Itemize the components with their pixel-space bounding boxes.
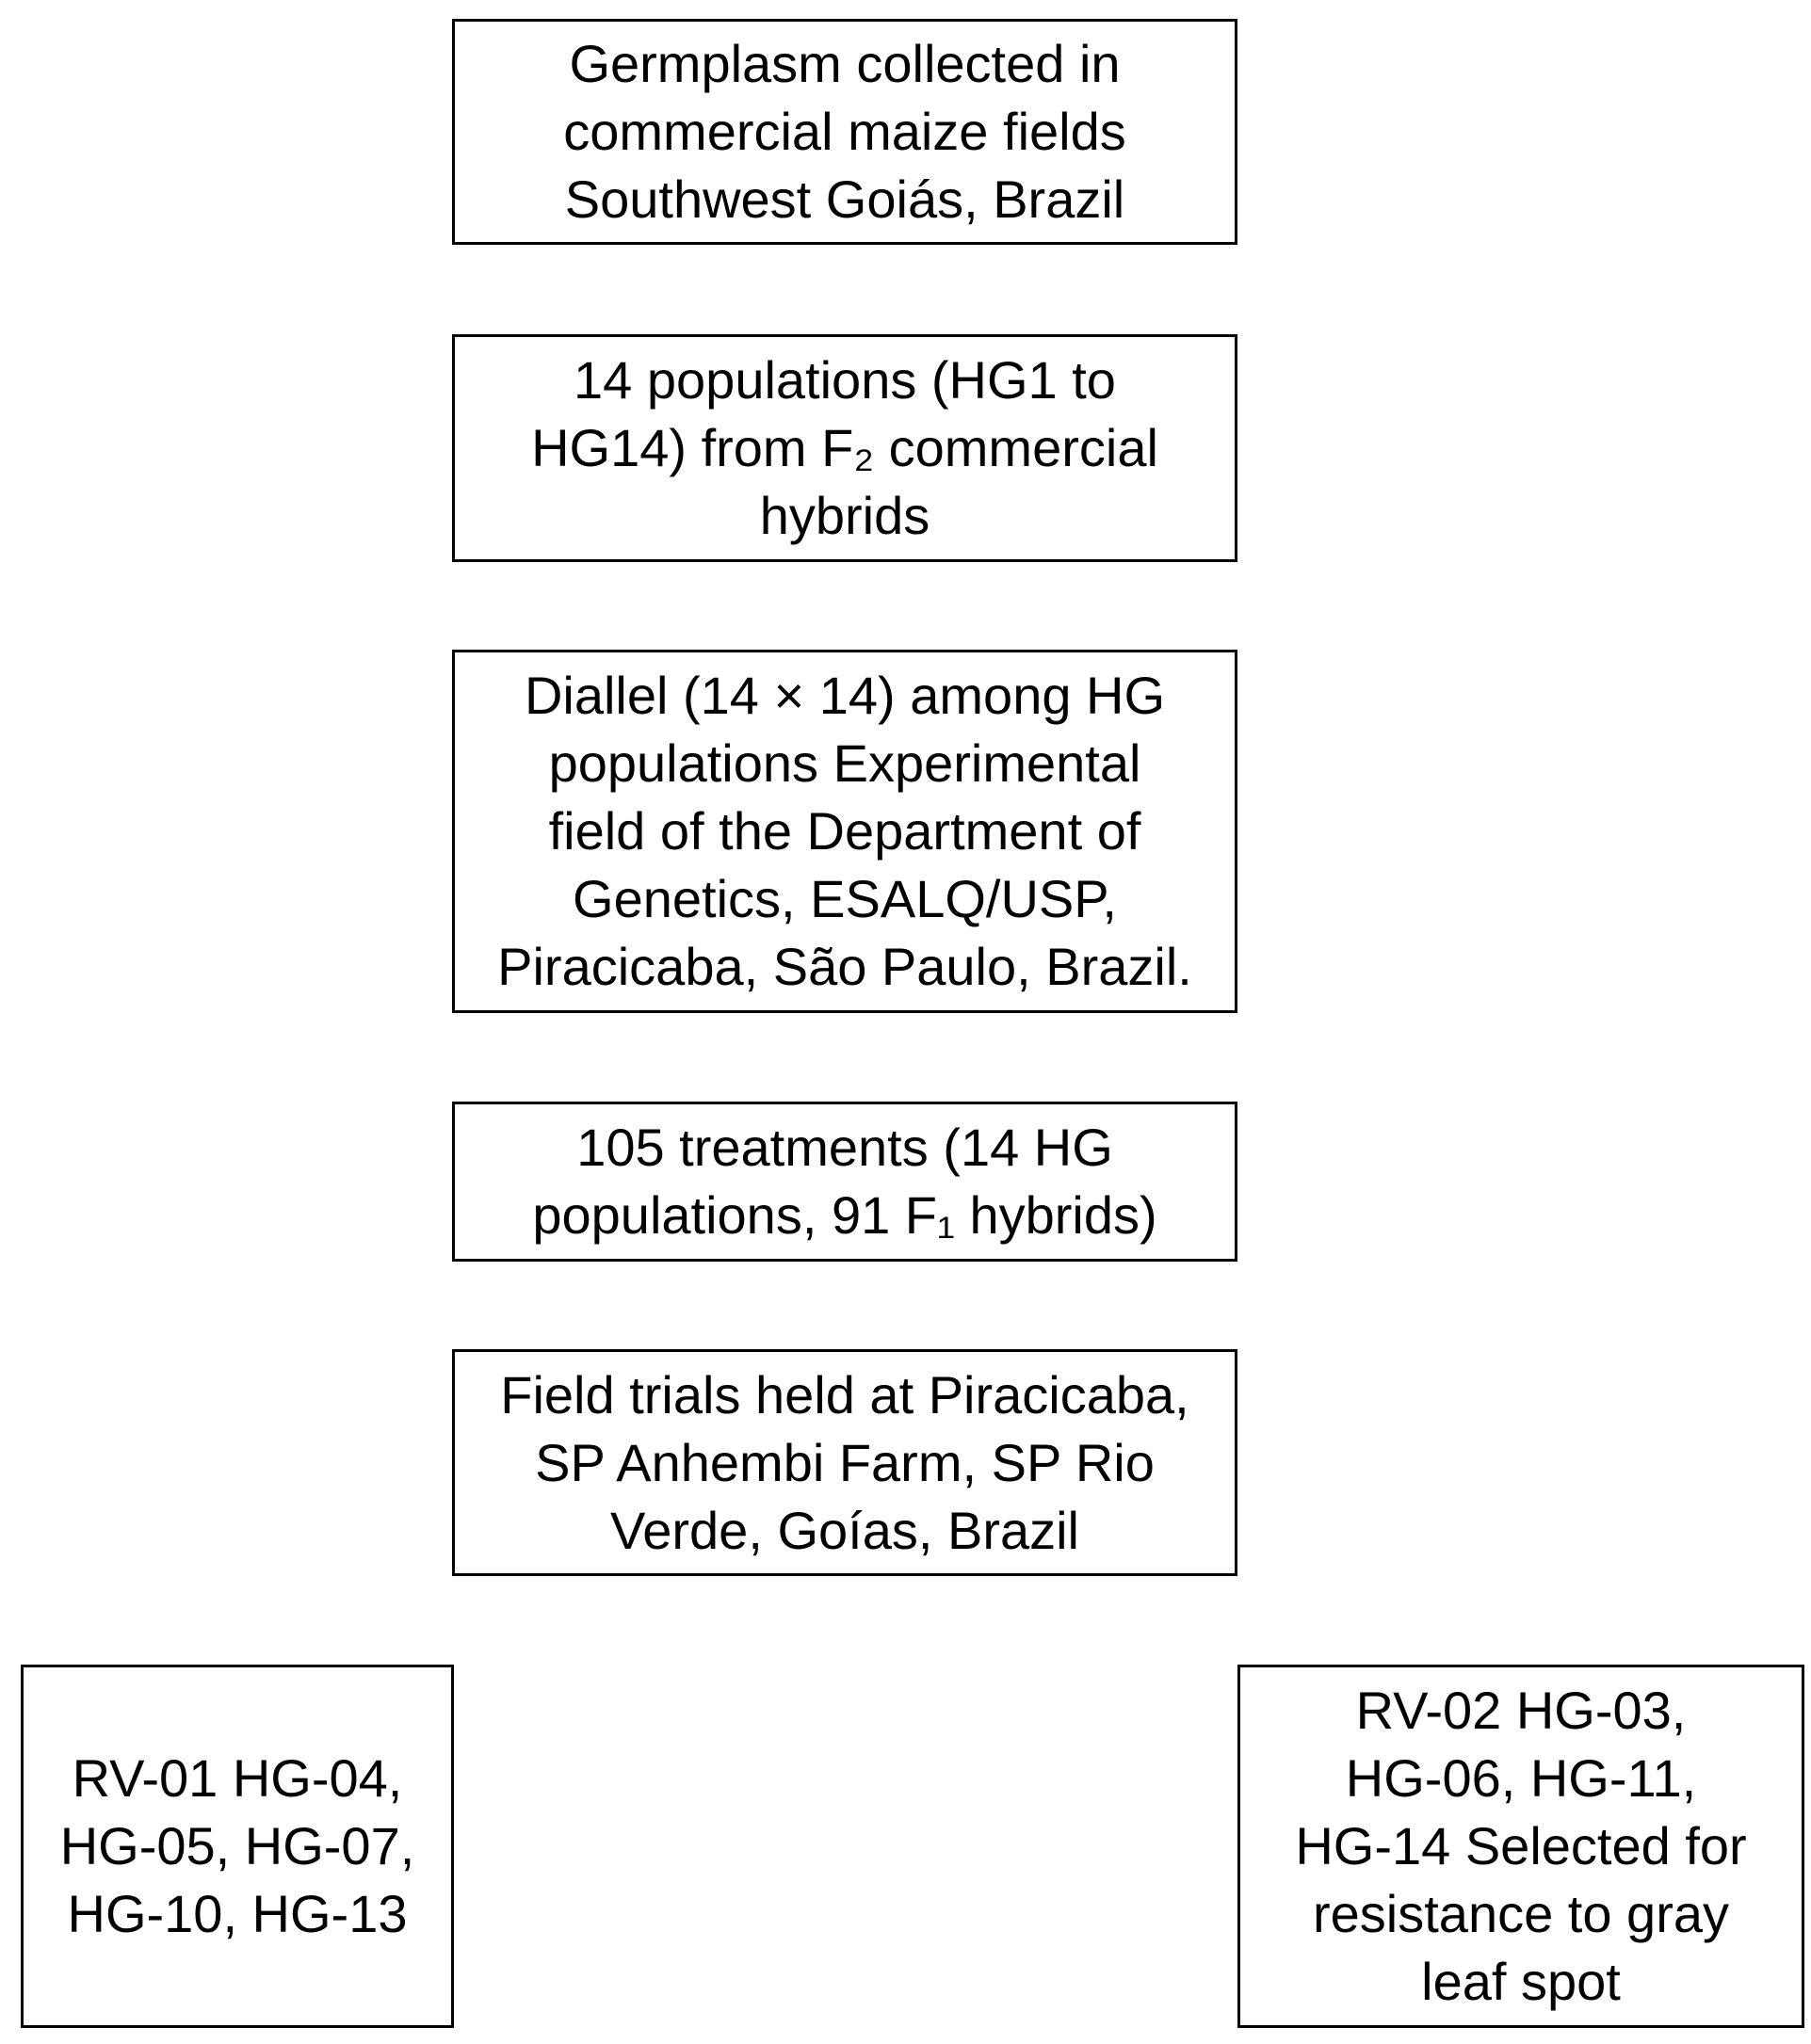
step-germplasm-collection-box	[452, 19, 1237, 245]
step-field-trials-text: Field trials held at Piracicaba, SP Anhembi Farm, SP Rio Verde, Goías, Brazil	[500, 1364, 1189, 1560]
branch-rv02-box	[1237, 1665, 1804, 2028]
step-diallel-box	[452, 650, 1237, 1013]
step-diallel-text: Diallel (14 × 14) among HG populations Experimental field of the Department of Genetics, ESALQ/USP, Piracicaba, São Paulo, Brazil.	[497, 666, 1192, 996]
step-populations-text: 14 populations (HG1 to HG14) from F₂ commercial hybrids	[531, 350, 1158, 545]
branch-rv01-box	[21, 1665, 454, 2028]
step-field-trials-box	[452, 1349, 1237, 1576]
step-treatments-box	[452, 1102, 1237, 1262]
branch-rv02-text: RV-02 HG-03, HG-06, HG-11, HG-14 Selected for resistance to gray leaf spot	[1295, 1681, 1747, 2011]
branch-rv01-text: RV-01 HG-04, HG-05, HG-07, HG-10, HG-13	[59, 1748, 415, 1943]
step-treatments-text: 105 treatments (14 HG populations, 91 F₁ hybrids)	[532, 1118, 1157, 1245]
step-populations-box	[452, 334, 1237, 562]
step-germplasm-collection-text: Germplasm collected in commercial maize fields Southwest Goiás, Brazil	[563, 34, 1126, 229]
